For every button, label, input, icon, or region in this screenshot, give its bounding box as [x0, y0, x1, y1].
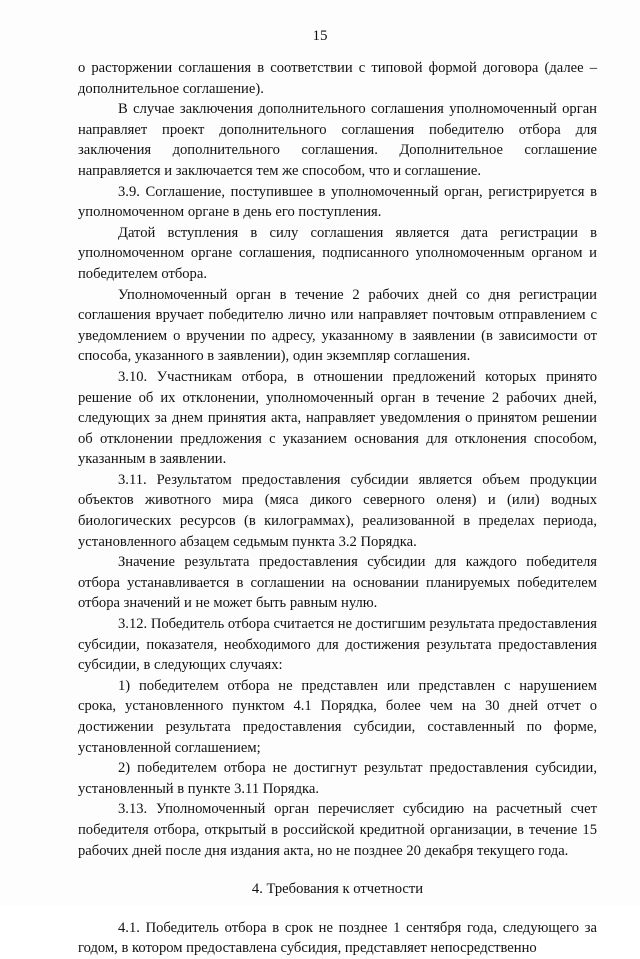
- page-number: 15: [312, 28, 328, 44]
- paragraph-delivery: Уполномоченный орган в течение 2 рабочих дней со дня регистрации соглашения вручает победителю лично или направляет почтовым отправлением с уведомлением о вручении по адресу, указанному в заявлении (в зависимости от способа, указанного в заявлении), один экземпляр соглашения.: [78, 286, 597, 365]
- document-body: [78, 58, 597, 959]
- paragraph-case-1: 1) победителем отбора не представлен или представлен с нарушением срока, установленного пунктом 4.1 Порядка, более чем на 30 дней отчет о достижении результата предоставления субсидии, составленный по форме, установленной соглашением;: [78, 677, 597, 756]
- paragraph-4-1: 4.1. Победитель отбора в срок не позднее 1 сентября года, следующего за годом, в котором предоставлена субсидия, представляет непосредственно: [78, 919, 597, 957]
- paragraph-3-9: 3.9. Соглашение, поступившее в уполномоченный орган, регистрируется в уполномоченном органе в день его поступления.: [78, 183, 597, 221]
- paragraph-result-value: Значение результата предоставления субсидии для каждого победителя отбора устанавливается в соглашении на основании планируемых победителем отбора значений и не может быть равным нулю.: [78, 554, 597, 612]
- paragraph-continuation: о расторжении соглашения в соответствии с типовой формой договора (далее – дополнительное соглашение).: [78, 60, 597, 97]
- paragraph-case-2: 2) победителем отбора не достигнут результат предоставления субсидии, установленный в пункте 3.11 Порядка.: [78, 760, 597, 797]
- paragraph-3-10: 3.10. Участникам отбора, в отношении предложений которых принято решение об их отклонении, уполномоченный орган в течение 2 рабочих дней, следующих за днем принятия акта, направляет уведомления о принятом решении об отклонении предложения с указанием основания для отклонения способом, указанным в заявлении.: [78, 368, 597, 468]
- paragraph-additional-agreement: В случае заключения дополнительного соглашения уполномоченный орган направляет проект дополнительного соглашения победителю отбора для заключения дополнительного соглашения. Дополнительное соглашение направляется и заключается тем же способом, что и соглашение.: [78, 101, 597, 179]
- paragraph-3-12: 3.12. Победитель отбора считается не достигшим результата предоставления субсидии, показателя, необходимого для достижения результата предоставления субсидии, в следующих случаях:: [78, 616, 597, 674]
- paragraph-effective-date: Датой вступления в силу соглашения является дата регистрации в уполномоченном органе соглашения, подписанного уполномоченным органом и победителем отбора.: [78, 224, 597, 282]
- paragraph-3-11: 3.11. Результатом предоставления субсидии является объем продукции объектов животного мира (мяса дикого северного оленя) и (или) водных биологических ресурсов (в килограммах), реализованной в пределах периода, установленного абзацем седьмым пункта 3.2 Порядка.: [78, 471, 597, 550]
- section-heading: 4. Требования к отчетности: [251, 881, 424, 898]
- paragraph-3-13: 3.13. Уполномоченный орган перечисляет субсидию на расчетный счет победителя отбора, открытый в российской кредитной организации, в течение 15 рабочих дней после дня издания акта, но не позднее 20 декабря текущего года.: [78, 801, 597, 859]
